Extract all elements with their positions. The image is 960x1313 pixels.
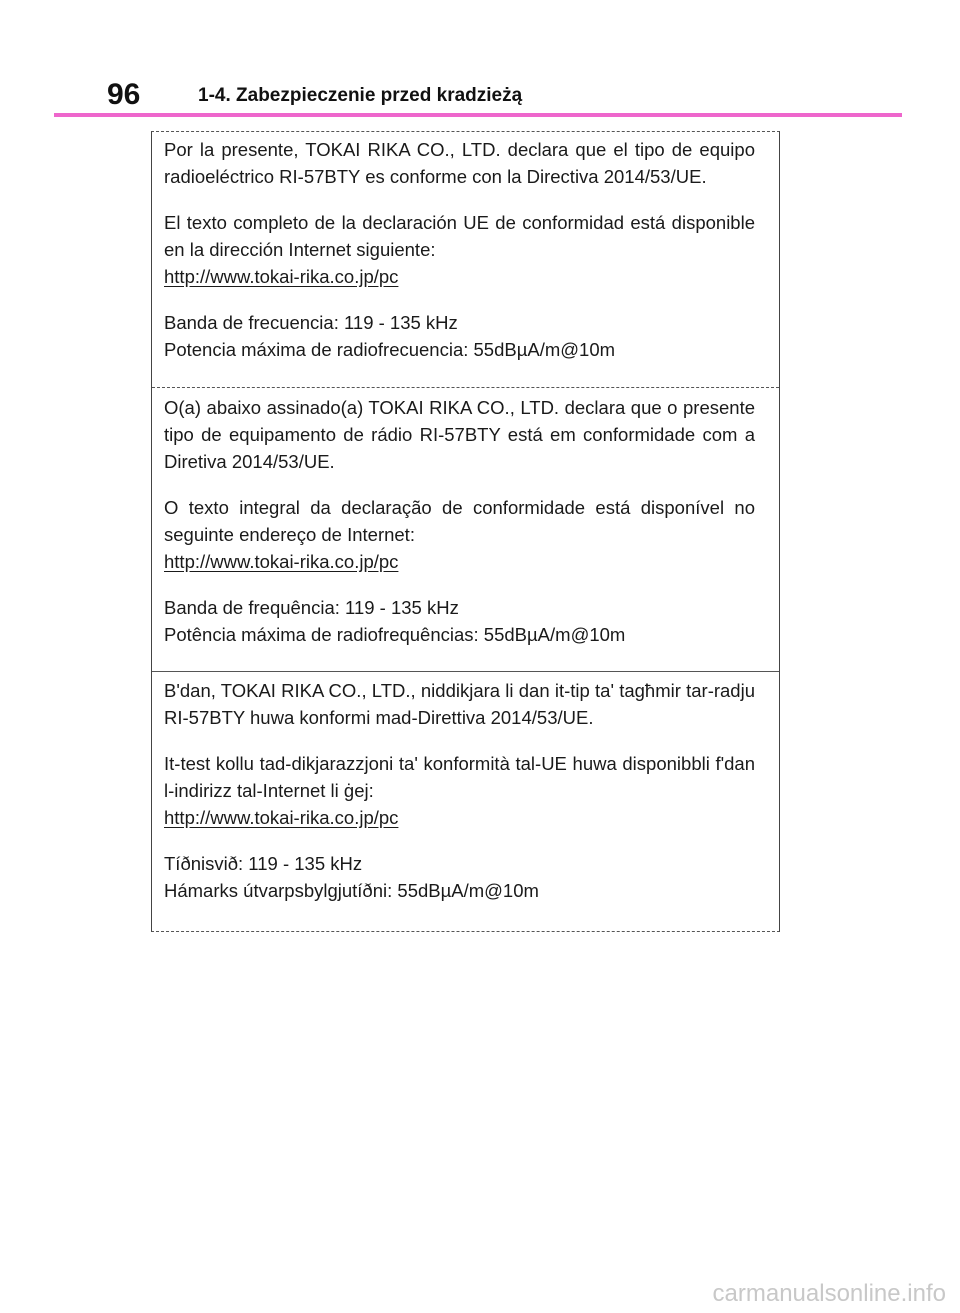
- maltese-frequency: Tíðnisvið: 119 - 135 kHz: [164, 853, 363, 874]
- spanish-frequency: Banda de frecuencia: 119 - 135 kHz: [164, 312, 458, 333]
- maltese-notice: [152, 677, 779, 904]
- header-rule: [54, 113, 902, 117]
- portuguese-availability: O texto integral da declaração de conformidade está disponível no seguinte endereço de Internet:: [164, 497, 755, 545]
- spanish-declaration: Por la presente, TOKAI RIKA CO., LTD. declara que el tipo de equipo radioeléctrico RI-57BTY es conforme con la Directiva 2014/53/UE.: [164, 139, 755, 187]
- portuguese-power: Potência máxima de radiofrequências: 55dBµA/m@10m: [164, 624, 626, 645]
- spanish-availability: El texto completo de la declaración UE de conformidad está disponible en la dirección Internet siguiente:: [164, 212, 755, 260]
- watermark: carmanualsonline.info: [712, 1280, 946, 1307]
- maltese-declaration: B'dan, TOKAI RIKA CO., LTD., niddikjara li dan it-tip ta' tagħmir tar-radju RI-57BTY huwa konformi mad-Direttiva 2014/53/UE.: [164, 680, 755, 728]
- portuguese-frequency: Banda de frequência: 119 - 135 kHz: [164, 597, 459, 618]
- spanish-url-link[interactable]: http://www.tokai-rika.co.jp/pc: [164, 266, 399, 287]
- spanish-power: Potencia máxima de radiofrecuencia: 55dBµA/m@10m: [164, 339, 616, 360]
- separator-solid: [152, 671, 779, 672]
- spanish-notice: [152, 136, 779, 363]
- page-header: [0, 0, 960, 120]
- maltese-url-link[interactable]: http://www.tokai-rika.co.jp/pc: [164, 807, 399, 828]
- page-number: 96: [107, 78, 141, 111]
- maltese-availability: It-test kollu tad-dikjarazzjoni ta' konformità tal-UE huwa disponibbli f'dan l-indirizz tal-Internet li ġej:: [164, 753, 755, 801]
- separator-dashed: [152, 387, 779, 388]
- portuguese-declaration: O(a) abaixo assinado(a) TOKAI RIKA CO., LTD. declara que o presente tipo de equipamento de rádio RI-57BTY está em conformidade com a Diretiva 2014/53/UE.: [164, 397, 755, 472]
- portuguese-notice: [152, 394, 779, 648]
- portuguese-url-link[interactable]: http://www.tokai-rika.co.jp/pc: [164, 551, 399, 572]
- section-title: 1-4. Zabezpieczenie przed kradzieżą: [198, 85, 523, 106]
- conformity-notice-box: [151, 131, 780, 932]
- maltese-power: Hámarks útvarpsbylgjutíðni: 55dBµA/m@10m: [164, 880, 539, 901]
